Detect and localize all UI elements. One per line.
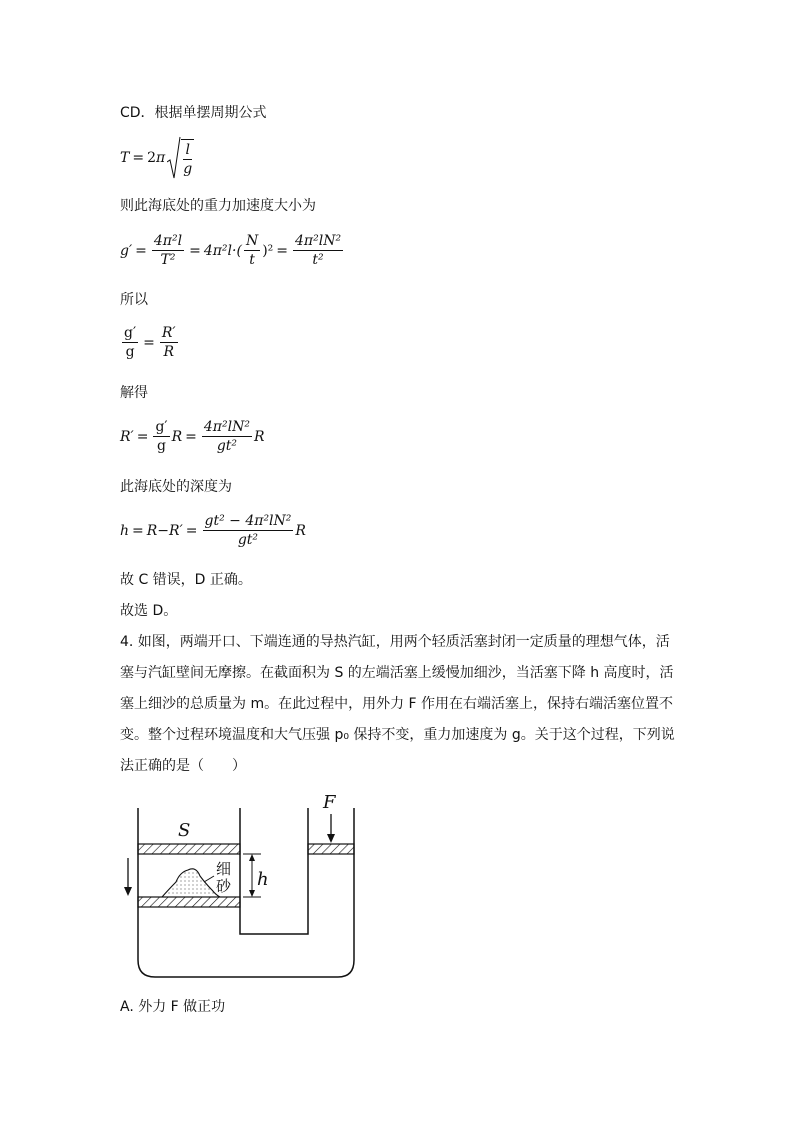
- label-sand-1: 细: [216, 860, 232, 878]
- formula-rprime-eq1: =: [136, 428, 149, 445]
- formula-gprime-lhs: g′: [120, 242, 133, 259]
- formula-depth: [120, 512, 306, 549]
- formula-ratio-eq: =: [143, 334, 155, 351]
- formula-gprime-close: )²: [262, 242, 274, 259]
- formula-period-eq: =: [132, 150, 145, 166]
- formula-rprime-f1-num: g′: [155, 419, 168, 435]
- formula-rprime-f1-tail: R: [171, 428, 183, 445]
- formula-period-lhs: T: [120, 150, 130, 166]
- formula-gprime-mid: 4π²l·(: [203, 242, 242, 259]
- formula-gprime-f1-den: T²: [160, 252, 176, 268]
- right-piston: [308, 844, 354, 854]
- force-arrow-icon: [327, 834, 335, 843]
- formula-gprime-f2-num: N: [245, 233, 259, 249]
- sqrt-sign-icon: [167, 136, 181, 180]
- formula-ratio-rhs-num: R′: [161, 325, 176, 341]
- formula-gprime-f3-num: 4π²lN²: [295, 233, 342, 249]
- cylinder-diagram: [120, 792, 370, 986]
- formula-rprime-eq2: =: [185, 428, 197, 445]
- formula-ratio: [120, 324, 180, 361]
- text-solve: 解得: [120, 385, 148, 401]
- formula-period-num: l: [185, 141, 190, 158]
- formula-ratio-lhs-den: g: [125, 344, 135, 360]
- formula-depth-mid: R−R′: [146, 522, 183, 539]
- formula-gprime-f1-num: 4π²l: [153, 233, 183, 249]
- label-sand-2: 砂: [216, 877, 232, 895]
- formula-gprime: [120, 232, 345, 269]
- text-gravity: 则此海底处的重力加速度大小为: [120, 198, 316, 214]
- formula-rprime-f2-den: gt²: [216, 438, 238, 454]
- conclusion-line-1: 故 C 错误，D 正确。: [120, 572, 252, 588]
- formula-period: [120, 136, 196, 180]
- text-depth: 此海底处的深度为: [120, 479, 232, 495]
- question-4-text: 4. 如图，两端开口、下端连通的导热汽缸，用两个轻质活塞封闭一定质量的理想气体，活塞与汽缸壁间无摩擦。在截面积为 S 的左端活塞上缓慢加细沙，当活塞下降 h 高度时，活塞上细沙的总质量为 m。在此过程中，用外力 F 作用在右端活塞上，保持右端活塞位置不变。整个过程环境温度和大气压强 p₀ 保持不变，重力加速度为 g。关于这个过程，下列说法正确的是（ ）: [120, 634, 675, 774]
- formula-depth-num: gt² − 4π²lN²: [204, 513, 292, 529]
- formula-gprime-f2-den: t: [249, 252, 255, 268]
- formula-ratio-lhs-num: g′: [124, 325, 137, 341]
- formula-rprime-f2-num: 4π²lN²: [203, 419, 250, 435]
- formula-depth-eq1: =: [132, 522, 144, 539]
- formula-rprime-f1-den: g: [157, 438, 167, 454]
- formula-depth-lhs: h: [120, 522, 130, 539]
- formula-depth-tail: R: [295, 522, 306, 539]
- h-dim-arrow-up-icon: [249, 854, 255, 861]
- connector-inner-wall: [240, 808, 308, 934]
- formula-rprime-f2-tail: R: [253, 428, 265, 445]
- text-so: 所以: [120, 292, 148, 308]
- formula-ratio-rhs-den: R: [163, 344, 175, 360]
- formula-rprime: [120, 418, 265, 455]
- left-upper-piston: [138, 844, 240, 854]
- h-dim-arrow-down-icon: [249, 890, 255, 897]
- label-h: h: [257, 869, 269, 890]
- formula-gprime-eq2: =: [189, 242, 201, 259]
- conclusion-line-2: 故选 D。: [120, 603, 178, 619]
- down-arrow-icon: [124, 887, 132, 896]
- formula-period-pi: π: [156, 150, 166, 166]
- formula-gprime-eq1: =: [135, 242, 147, 259]
- sand-pile: [162, 869, 220, 897]
- sand-leader-line: [204, 876, 214, 882]
- formula-gprime-eq3: =: [276, 242, 288, 259]
- option-a: A. 外力 F 做正功: [120, 999, 226, 1015]
- section-cd-heading: CD．根据单摆周期公式: [120, 105, 267, 121]
- formula-depth-eq2: =: [185, 522, 198, 539]
- formula-period-coef: 2: [147, 150, 156, 166]
- formula-period-den: g: [183, 160, 193, 177]
- cylinder-diagram-svg: [120, 792, 370, 982]
- label-f: F: [323, 792, 336, 813]
- formula-depth-den: gt²: [237, 532, 259, 548]
- formula-gprime-f3-den: t²: [312, 252, 324, 268]
- label-s: S: [178, 820, 191, 841]
- formula-rprime-lhs: R′: [120, 428, 134, 445]
- left-lower-piston: [138, 897, 240, 907]
